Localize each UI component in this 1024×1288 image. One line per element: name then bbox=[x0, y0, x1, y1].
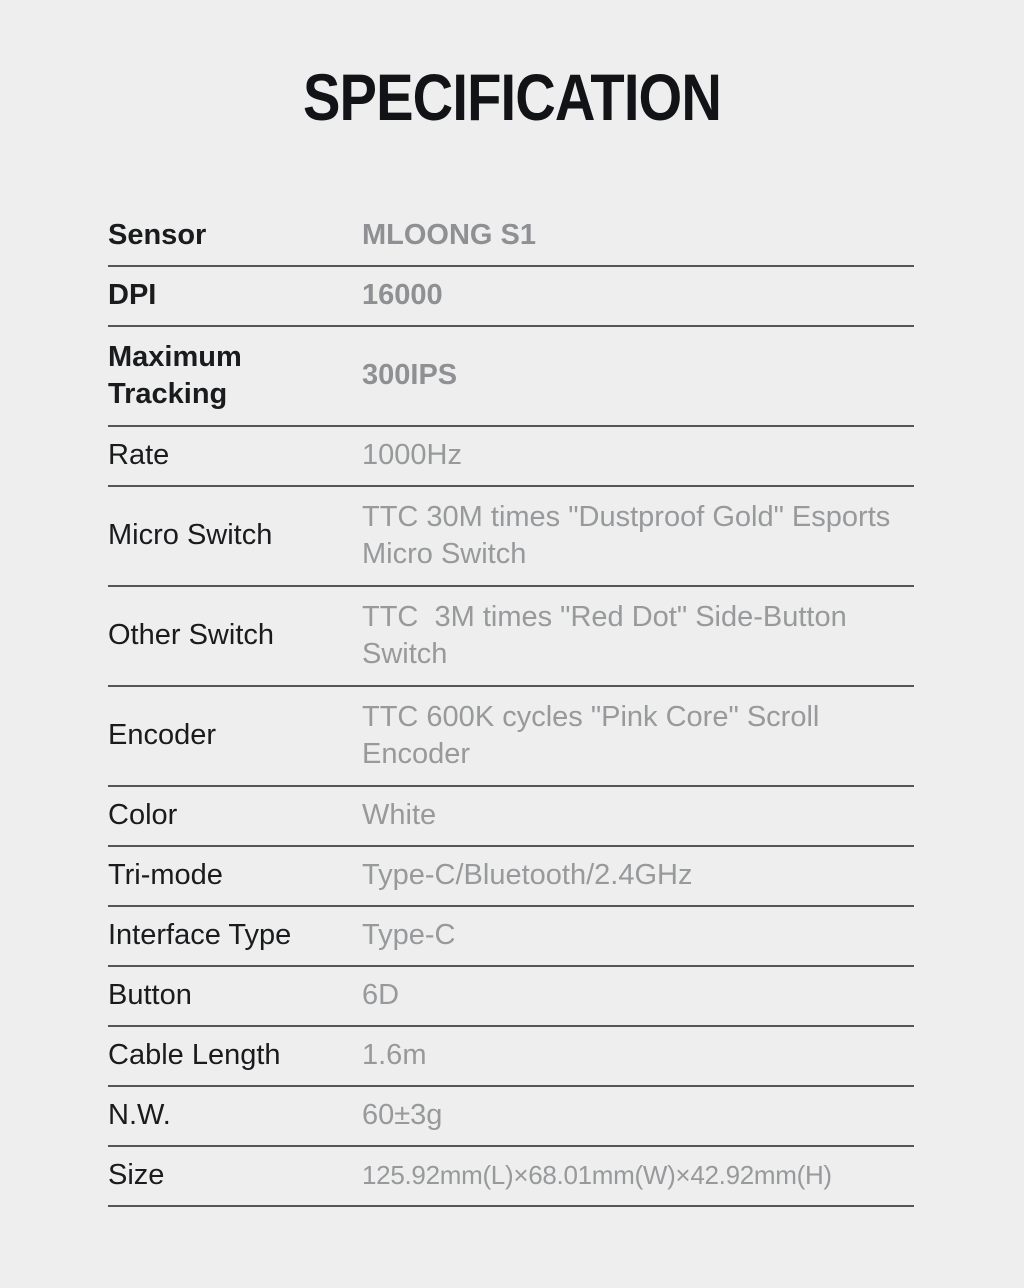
spec-value: 125.92mm(L)×68.01mm(W)×42.92mm(H) bbox=[362, 1160, 832, 1191]
spec-row-micro-switch bbox=[108, 487, 914, 587]
spec-row-dpi bbox=[108, 267, 914, 327]
spec-row-net-weight bbox=[108, 1087, 914, 1147]
spec-value: Type-C bbox=[362, 919, 456, 952]
spec-value: 1000Hz bbox=[362, 439, 462, 472]
spec-value: 1.6m bbox=[362, 1039, 427, 1072]
spec-label: N.W. bbox=[108, 1099, 171, 1132]
spec-label: Maximum Tracking bbox=[108, 340, 242, 410]
spec-label: Tri-mode bbox=[108, 859, 223, 892]
spec-value: TTC 600K cycles "Pink Core" Scroll Encoder bbox=[362, 700, 828, 770]
spec-value: MLOONG S1 bbox=[362, 219, 537, 252]
spec-label: Sensor bbox=[108, 219, 207, 252]
spec-label: Cable Length bbox=[108, 1039, 281, 1072]
spec-row-size bbox=[108, 1147, 914, 1207]
spec-label: Rate bbox=[108, 439, 170, 472]
spec-label: Size bbox=[108, 1159, 165, 1192]
spec-row-tri-mode bbox=[108, 847, 914, 907]
spec-label: Other Switch bbox=[108, 619, 274, 652]
spec-label: Color bbox=[108, 799, 178, 832]
spec-row-color bbox=[108, 787, 914, 847]
spec-value: 16000 bbox=[362, 279, 443, 312]
spec-row-maximum-tracking bbox=[108, 327, 914, 427]
spec-value: 300IPS bbox=[362, 359, 458, 392]
spec-value: TTC 30M times "Dustproof Gold" Esports Micro Switch bbox=[362, 500, 899, 570]
spec-row-cable-length bbox=[108, 1027, 914, 1087]
spec-value: 60±3g bbox=[362, 1099, 443, 1132]
spec-row-other-switch bbox=[108, 587, 914, 687]
spec-value: Type-C/Bluetooth/2.4GHz bbox=[362, 859, 693, 892]
spec-table bbox=[108, 207, 914, 1207]
spec-label: DPI bbox=[108, 279, 157, 312]
spec-row-interface-type bbox=[108, 907, 914, 967]
spec-value: 6D bbox=[362, 979, 400, 1012]
spec-row-sensor bbox=[108, 207, 914, 267]
spec-row-button bbox=[108, 967, 914, 1027]
spec-row-rate bbox=[108, 427, 914, 487]
spec-label: Encoder bbox=[108, 719, 217, 752]
spec-label: Button bbox=[108, 979, 192, 1012]
page-title: SPECIFICATION bbox=[302, 60, 722, 134]
spec-value: TTC 3M times "Red Dot" Side-Button Switch bbox=[362, 600, 855, 670]
spec-label: Interface Type bbox=[108, 919, 292, 952]
spec-value: White bbox=[362, 799, 437, 832]
spec-label: Micro Switch bbox=[108, 519, 273, 552]
spec-row-encoder bbox=[108, 687, 914, 787]
